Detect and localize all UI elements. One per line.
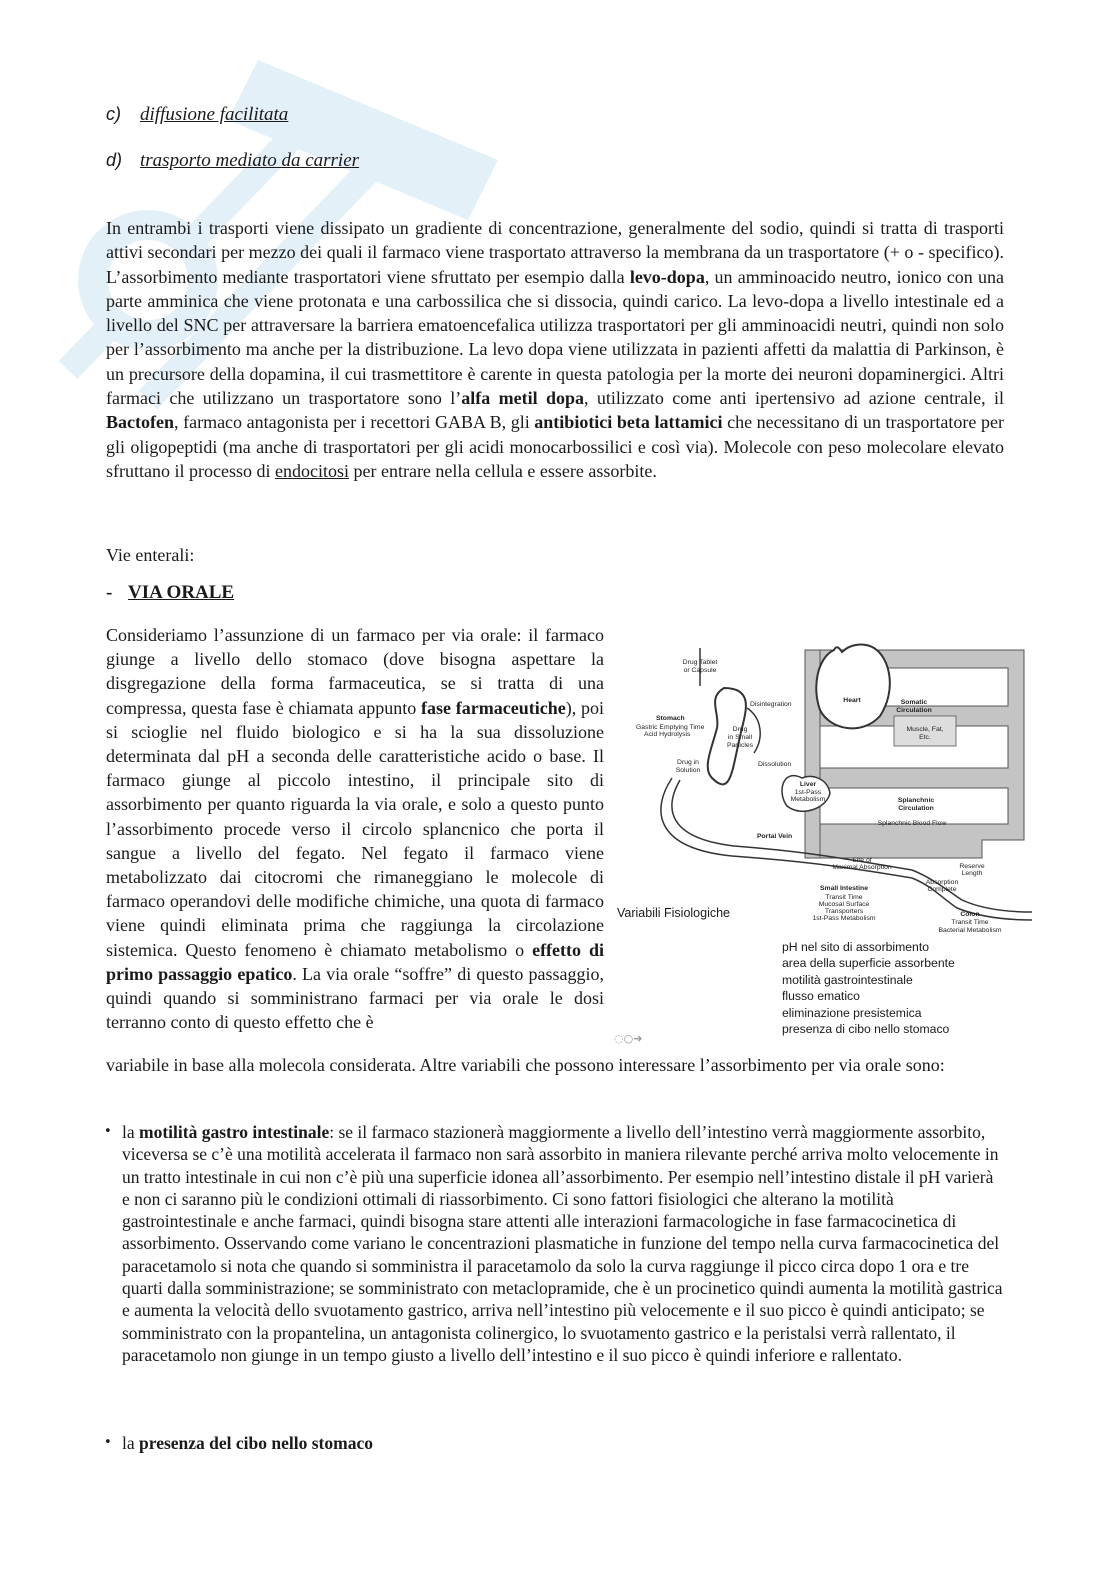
variable-item: presenza di cibo nello stomaco (782, 1022, 950, 1037)
bullet-icon: • (104, 1435, 112, 1450)
bold-term: alfa metil dopa (461, 388, 585, 409)
text-run: la (122, 1122, 140, 1142)
fig-label: Stomach (656, 715, 685, 722)
fig-label: Particles (726, 742, 754, 749)
fig-label: Site of (852, 857, 872, 864)
variable-item: flusso ematico (782, 989, 860, 1004)
fig-label: Reserve (959, 863, 985, 870)
bullet-item-motility (104, 1121, 1004, 1366)
fig-label: Absorption (925, 879, 959, 886)
navigation-arrow-icon: ◌○➜ (614, 1032, 643, 1045)
text-run: . La via orale “soffre” di questo passaggio, quindi quando si somministrano farmaci per via orale le dosi terranno conto di questo effetto che è (106, 963, 604, 1033)
fig-label: Drug Tablet (682, 659, 718, 666)
bold-term: levo-dopa (629, 266, 705, 287)
fig-label: Transit Time (825, 894, 863, 901)
fig-label: Heart (843, 697, 861, 704)
fig-label: Splanchnic (897, 797, 935, 804)
variable-item: area della superficie assorbente (782, 956, 955, 971)
fig-label: Liver (799, 781, 817, 788)
oral-route-paragraph (106, 623, 604, 1034)
bullet-icon: • (104, 1124, 112, 1139)
list-item-text: trasporto mediato da carrier (140, 150, 360, 171)
bold-term: effetto di primo passaggio epatico (106, 939, 604, 984)
text-run: In entrambi i trasporti viene dissipato un gradiente di concentrazione, generalmente del sodio, quindi si tratta di trasporti attivi secondari per mezzo dei quali il farmaco viene trasportato attraverso la membrana da un trasportatore (+ o - specifico). L’assorbimento mediante trasportatori viene sfruttato per esempio dalla (106, 218, 1004, 287)
text-run: la (122, 1433, 140, 1453)
bold-term: Bactofen (106, 412, 174, 433)
text-run: che necessitano di un trasportatore per gli oligopeptidi (ma anche di trasportatori per gli acidi monocarbossilici e così via). Molecole con peso molecolare elevato sfruttano il processo di (106, 412, 1004, 481)
figure-caption: Variabili Fisiologiche (617, 906, 731, 920)
fig-label: or Capsule (683, 667, 717, 674)
fig-label: Colon (960, 911, 980, 918)
bullet-item-food (104, 1432, 1004, 1454)
fig-label: Metabolism (790, 796, 826, 803)
fig-label: Muscle, Fat, (906, 726, 944, 733)
fig-label: Small Intestine (820, 885, 868, 892)
fig-label: Gastric Emptying Time (636, 724, 705, 731)
bold-term: fase farmaceutiche (421, 697, 566, 718)
fig-label: Etc. (919, 734, 931, 741)
fig-label: Drug (732, 726, 748, 733)
fig-label: 1st-Pass Metabolism (812, 915, 876, 922)
fig-label: Transporters (824, 908, 864, 915)
underlined-term: endocitosi (274, 460, 349, 481)
fig-label: Somatic (900, 699, 928, 706)
fig-label: Complete (927, 886, 957, 893)
fig-label: in Small (727, 734, 753, 741)
fig-label: Portal Vein (757, 833, 793, 840)
text-run: ), poi si scioglie nel fluido biologico e si ha la sua dissoluzione determinata dal pH a seconda delle caratteristiche acido o base. Il farmaco giunge al piccolo intestino, il principale sito di assorbimento per quanto riguarda la via orale, e solo a questo punto l’assorbimento procede verso il circolo splancnico che porta il sangue a livello del fegato. Nel fegato il farmaco viene metabolizzato dai citocromi che rimaneggiano le molecole di farmaco operandovi delle modifiche chimiche, una quota di farmaco viene quindi eliminata prima che raggiunga la circolazione sistemica. Questo fenomeno è chiamato metabolismo o (106, 697, 605, 960)
fig-label: Acid Hydrolysis (644, 731, 691, 738)
fig-label: Solution (675, 767, 701, 774)
fig-label: 1st-Pass (794, 789, 822, 796)
continuation-paragraph: variabile in base alla molecola considerata. Altre variabili che possono interessare l’assorbimento per via orale sono: (106, 1055, 945, 1075)
variable-item: motilità gastrointestinale (782, 972, 913, 987)
text-run: , un amminoacido neutro, ionico con una parte amminica che viene protonata e una carbossilica che si dissocia, quindi carico. La levo-dopa a livello intestinale ed a livello del SNC per attraversare la barriera ematoencefalica utilizza trasportatori per gli amminoacidi neutri, quindi non solo per l’assorbimento ma anche per la distribuzione. La levo dopa viene utilizzata in pazienti affetti da malattia di Parkinson, è un precursore della dopamina, il cui trasmettitore è carente in questa patologia per la morte dei neuroni dopaminergici. Altri farmaci che utilizzano un trasportatore sono l’ (106, 266, 1004, 409)
text-run: , farmaco antagonista per i recettori GABA B, gli (173, 412, 535, 433)
variable-item: pH nel sito di assorbimento (782, 940, 929, 954)
fig-label: Disintegration (750, 701, 792, 708)
section-heading: - VIA ORALE (106, 582, 235, 603)
bold-term: motilità gastro intestinale (139, 1122, 330, 1142)
variables-list (782, 939, 955, 1037)
fig-label: Circulation (896, 707, 932, 714)
fig-label: Splanchnic Blood Flow (877, 820, 947, 827)
fig-label: Drug in (677, 759, 699, 766)
text-run: Consideriamo l’assunzione di un farmaco per via orale: il farmaco giunge a livello dello stomaco (dove bisogna aspettare la disgregazione della forma farmaceutica, se si tratta di una compressa, questa fase è chiamata appunto (106, 625, 604, 718)
text-run: per entrare nella cellula e essere assorbite. (348, 460, 657, 481)
fig-label: Mucosal Surface (818, 901, 870, 908)
bold-term: antibiotici beta lattamici (534, 412, 723, 433)
bold-term: presenza del cibo nello stomaco (139, 1433, 373, 1453)
fig-label: Length (961, 870, 983, 877)
fig-label: Circulation (898, 805, 934, 812)
variable-item: eliminazione presistemica (782, 1005, 922, 1020)
list-item-d: d) trasporto mediato da carrier (106, 150, 360, 171)
fig-label: Bacterial Metabolism (938, 927, 1002, 934)
text-run: : se il farmaco stazionerà maggiormente a livello dell’intestino verrà maggiormente assorbito, viceversa se c’è una motilità accelerata il farmaco non sarà assorbito in maniera rilevante perché arriva molto velocemente in un tratto intestinale in cui non c’è più una superficie idonea all’assorbimento. Per esempio nell’intestino distale il pH varierà e non ci saranno più le condizioni ottimali di riassorbimento. Ci sono fattori fisiologici che alterano la motilità gastrointestinale e anche farmaci, quindi bisogna stare attenti alle interazioni farmacologiche in fase farmacocinetica di assorbimento. Osservando come variano le concentrazioni plasmatiche in funzione del tempo nella curva farmacocinetica del paracetamolo si nota che quando si somministra il paracetamolo da solo la curva raggiunge il picco circa dopo 1 ora e tre quarti dalla somministrazione; se somministrato con metaclopramide, che è un procinetico quindi aumenta la motilità gastrica e aumenta la velocità dello svuotamento gastrico, arriva nell’intestino più velocemente e il suo picco è quindi anticipato; se somministrato con la propantelina, un antagonista colinergico, lo svuotamento gastrico e la peristalsi verrà rallentato, il paracetamolo non giunge in un tempo giusto a livello dell’intestino e il suo picco è quindi inferiore e rallentato. (122, 1122, 1003, 1365)
vie-enterali-label: Vie enterali: (106, 545, 195, 565)
text-run: , utilizzato come anti ipertensivo ad azione centrale, il (584, 388, 1004, 409)
fig-label: Transit Time (951, 919, 989, 926)
fig-label: Maximal Absorption (832, 864, 892, 871)
list-item-text: diffusione facilitata (140, 104, 289, 125)
intro-paragraph (106, 216, 1004, 483)
fig-label: Dissolution (758, 761, 792, 768)
list-item-c: c) diffusione facilitata (106, 104, 289, 125)
